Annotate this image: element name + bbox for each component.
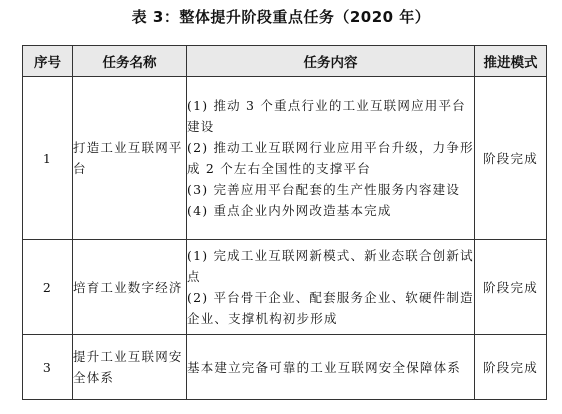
table-row bbox=[23, 240, 547, 335]
table-caption: 表 3：整体提升阶段重点任务（2020 年） bbox=[131, 8, 431, 26]
header-task-name: 任务名称 bbox=[73, 46, 187, 77]
table-row bbox=[23, 77, 547, 240]
row-index: 3 bbox=[23, 335, 73, 400]
content-item: (3) 完善应用平台配套的生产性服务内容建设 bbox=[187, 182, 461, 197]
table-header-row bbox=[23, 46, 547, 77]
row-task-name: 提升工业互联网安全体系 bbox=[73, 335, 187, 400]
row-index: 2 bbox=[23, 240, 73, 335]
header-index: 序号 bbox=[23, 46, 73, 77]
row-index: 1 bbox=[23, 77, 73, 240]
header-mode: 推进模式 bbox=[475, 46, 547, 77]
content-item: (2) 推动工业互联网行业应用平台升级，力争形成 2 个左右全国性的支撑平台 bbox=[187, 140, 474, 176]
row-task-name: 培育工业数字经济 bbox=[73, 240, 187, 335]
row-task-name: 打造工业互联网平台 bbox=[73, 77, 187, 240]
row-mode: 阶段完成 bbox=[475, 240, 547, 335]
table-row bbox=[23, 335, 547, 400]
content-item: (2) 平台骨干企业、配套服务企业、软硬件制造企业、支撑机构初步形成 bbox=[187, 290, 474, 326]
content-item: (4) 重点企业内外网改造基本完成 bbox=[187, 203, 392, 218]
content-item: 基本建立完备可靠的工业互联网安全保障体系 bbox=[187, 359, 462, 375]
header-task-content: 任务内容 bbox=[187, 46, 475, 77]
row-mode: 阶段完成 bbox=[475, 77, 547, 240]
tasks-table bbox=[22, 45, 547, 400]
row-task-content bbox=[187, 335, 475, 400]
row-task-content bbox=[187, 240, 475, 335]
content-item: (1) 推动 3 个重点行业的工业互联网应用平台建设 bbox=[187, 98, 466, 134]
content-item: (1) 完成工业互联网新模式、新业态联合创新试点 bbox=[187, 248, 474, 284]
row-task-content bbox=[187, 77, 475, 240]
row-mode: 阶段完成 bbox=[475, 335, 547, 400]
